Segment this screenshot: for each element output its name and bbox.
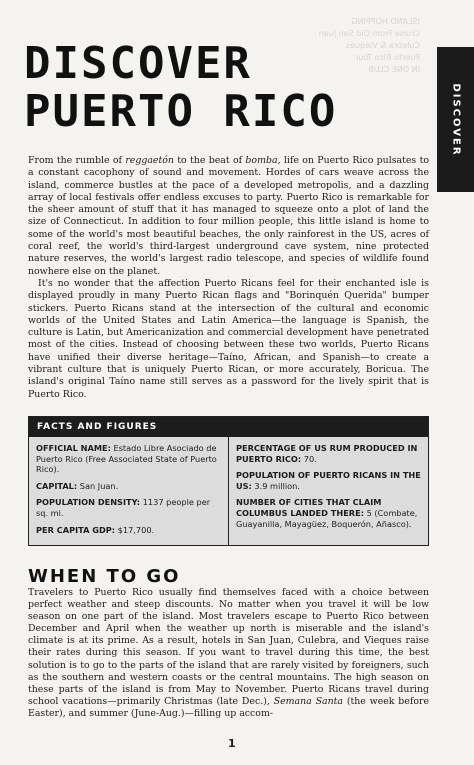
intro-paragraph-1 [28, 155, 429, 278]
ghost-line: IN ONE CLUB [368, 65, 420, 74]
side-tab-label: DISCOVER [450, 82, 461, 157]
intro-text-run: , life on Puerto Rico pulsates to a constant cacophony of sound and movement. Hordes of cars weave across the island, commerce bustles at the pace of a developed metropolis, and a dazzling array of local festivals offer endless excuses to party. Puerto Rico is remarkable for the sheer amount of stuff that it has managed to squeeze onto a plot of land the size of Connecticut. In addition to four million people, this little island is home to some of the world's most beautiful beaches, the only rainforest in the US, acres of coral reef, the world's third-largest underground cave system, nine protected nature reserves, the world's largest radio telescope, and species of wildlife found nowhere else on the planet. [28, 155, 429, 277]
title-line-2: PUERTO RICO [24, 86, 338, 137]
facts-right-column [229, 437, 428, 545]
ghost-line: Culebra & Vieques [345, 41, 420, 50]
ghost-line: ISLAND HOPPING [351, 17, 420, 26]
fact-value: $17,700. [115, 524, 155, 535]
fact-label: OFFICIAL NAME: [36, 443, 111, 453]
facts-left-column [29, 437, 229, 545]
fact-value: Estado Libre Asociado de Puerto Rico (Free Associated State of Puerto Rico). [36, 443, 217, 475]
fact-item [36, 497, 222, 518]
when-to-go-text [28, 587, 429, 720]
fact-item [236, 470, 422, 491]
fact-item [36, 525, 222, 536]
title-line-1: DISCOVER [24, 38, 252, 89]
fact-label: CAPITAL: [36, 480, 78, 491]
fact-item [36, 443, 222, 475]
fact-value: 1137 people per sq. mi. [36, 497, 211, 518]
fact-value: 70. [301, 453, 317, 464]
when-text-run: (the week before Easter), and summer (June-Aug.)—filling up accom- [28, 695, 429, 719]
intro-paragraph-2: It's no wonder that the affection Puerto Ricans feel for their enchanted isle is displayed proudly in many Puerto Rican flags and "Borinquén Querida" bumper stickers. Puerto Ricans stand at the intersection of the cultural and economic worlds of the United States and Latin America—the language is Spanish, the culture is Latin, but Americanization and commercial development have penetrated most of the cities. Instead of choosing between these two worlds, Puerto Ricans have unified their diverse heritage—Taíno, African, and Spanish—to create a vibrant culture that is uniquely Puerto Rican, or more accurately, Boricua. The island's original Taíno name still serves as a password for the lively spirit that is Puerto Rico. [28, 277, 429, 400]
page-title [24, 40, 337, 136]
fact-label: NUMBER OF CITIES THAT CLAIM COLUMBUS LANDED THERE: [236, 497, 382, 518]
fact-value: 5 (Combate, Guayanilla, Mayagüez, Boquerón, Añasco). [236, 507, 418, 529]
facts-heading: FACTS AND FIGURES [29, 417, 428, 437]
intro-italic-term: bomba [245, 155, 278, 166]
when-italic-term: Semana Santa [273, 695, 343, 707]
fact-label: POPULATION OF PUERTO RICANS IN THE US: [236, 470, 421, 491]
ghost-line: Cruise From Old San Juan [318, 29, 420, 38]
intro-text-run: to the beat of [173, 155, 246, 166]
fact-item [236, 443, 422, 464]
fact-item [236, 497, 422, 529]
fact-value: San Juan. [77, 480, 119, 491]
facts-columns [29, 437, 428, 545]
fact-value: 3.9 million. [251, 480, 300, 491]
page-number: 1 [228, 737, 236, 750]
fact-label: PER CAPITA GDP: [36, 524, 116, 535]
ghost-line: Puerto Rico Tour [355, 53, 420, 62]
fact-item [36, 481, 222, 492]
fact-label: POPULATION DENSITY: [36, 497, 141, 508]
fact-label: PERCENTAGE OF US RUM PRODUCED IN PUERTO RICO: [236, 443, 418, 464]
intro-text [28, 155, 429, 401]
intro-italic-term: reggaetón [125, 155, 174, 166]
facts-box [28, 416, 429, 546]
when-to-go-heading: WHEN TO GO [28, 566, 181, 587]
intro-text-run: From the rumble of [28, 155, 126, 166]
when-text-run: Travelers to Puerto Rico usually find themselves faced with a choice between perfect weather and steep discounts. No matter when you travel it will be low season on one part of the island. Most travelers escape to Puerto Rico between December and April when the weather up north is miserable and the island's climate is at its prime. As a result, hotels in San Juan, Culebra, and Vieques raise their rates during this season. If you want to travel during this time, the best solution is to go to the parts of the island that are rarely visited by foreigners, such as the southern and western coasts or the central mountains. The high season on these parts of the island is from May to November. Puerto Ricans travel during school vacations—primarily Christmas (late Dec.), [28, 587, 429, 707]
section-side-tab [437, 47, 474, 192]
